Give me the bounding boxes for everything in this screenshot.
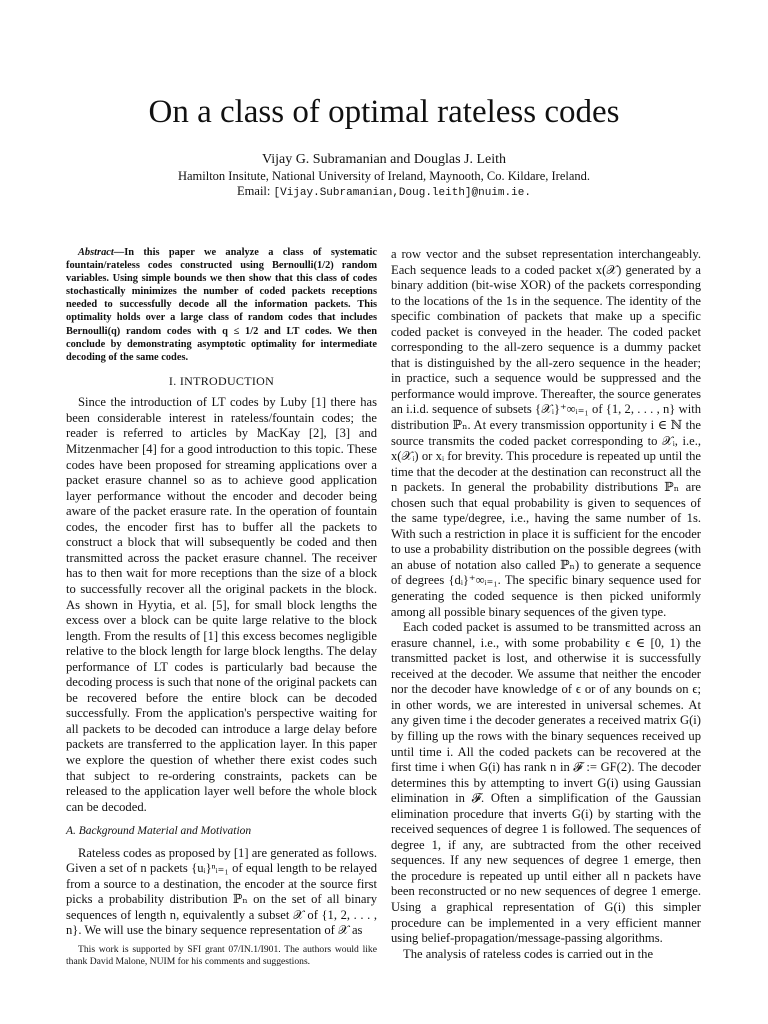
paper-title: On a class of optimal rateless codes bbox=[148, 94, 620, 130]
abstract bbox=[66, 246, 377, 364]
email-address: [Vijay.Subramanian,Doug.leith]@nuim.ie. bbox=[273, 187, 531, 199]
email-label: Email: bbox=[237, 184, 271, 198]
background-paragraph: Rateless codes as proposed by [1] are generated as follows. Given a set of n packets {uᵢ}ⁿᵢ₌₁ of equal length to be relayed from a source to a destination, the encoder at the source first picks a probability distribution ℙₙ on the set of all binary sequences of length n, equivalently a subset 𝒳 of {1, 2, . . . , n}. We will use the binary sequence representation of 𝒳 as bbox=[66, 845, 377, 938]
intro-paragraph: Since the introduction of LT codes by Luby [1] there has been considerable interest in rateless/fountain codes; the reader is referred to articles by MacKay [2], [3] and Mitzenmacher [4] for a good introduction to this topic. These codes have been proposed for streaming applications over a packet erasure channel so as to achieve good application layer performance without the encoder and decoder being aware of the packet erasure rate. In the operation of fountain codes, the encoder first has to buffer all the packets to construct a block that will subsequently be coded and then transmitted across the packet erasure channel. The receiver has to then wait for more receptions than the size of a block to successfully recover all the original packets in the block. As shown in Hyytia, et al. [5], for small block lengths the excess over a block can be quite large relative to the block length. From the results of [1] this excess becomes negligible relative to the block length for large block lengths. The delay performance of LT codes is particularly bad because the decoding process is such that none of the original packets can be recovered before the entire block can be decoded successfully. From the application's perspective waiting for all packets to be decoded can introduce a large delay before packets are transferred to the application layer. In this paper we explore the question of whether there exist codes such that subject to re-ordering constraints, packets can be released to the application layer well before the whole block can be decoded. bbox=[66, 395, 377, 814]
right-paragraph-3: The analysis of rateless codes is carried out in the bbox=[403, 946, 654, 961]
section-heading-introduction: I. INTRODUCTION bbox=[168, 373, 275, 388]
right-paragraph-1: a row vector and the subset representation interchangeably. Each sequence leads to a coded packet x(𝒳) generated by a binary addition (bit-wise XOR) of the packets corresponding to the locations of the 1s in the sequence. The identity of the specific combination of packets that make up a specific coded packet is conveyed in the header. The coded packet corresponding to the all-zero sequence is a dummy packet that is distinguished by the all-zero sequence in the header; in practice, such a sequence would be suppressed and the performance would improve. Thereafter, the source generates an i.i.d. sequence of subsets {𝒳ᵢ}⁺∞ᵢ₌₁ of {1, 2, . . . , n} with distribution ℙₙ. At every transmission opportunity i ∈ ℕ the source transmits the coded packet corresponding to 𝒳ᵢ, i.e., x(𝒳ᵢ) or xᵢ for brevity. This procedure is repeated up until the time that the decoder at the destination can reconstruct all the n packets. In general the probability distributions ℙₙ are chosen such that equal probability is given to sequences of the same type/degree, i.e., having the same number of 1s. With such a restriction in place it is sufficient for the encoder to use a probability distribution on the possible degrees (with an abuse of notation also called ℙₙ) to generate a sequence of degrees {dᵢ}⁺∞ᵢ₌₁. The specific binary sequence used for generating the coded sequence is then picked uniformly among all possible binary sequences of the given type. bbox=[391, 247, 701, 619]
right-column bbox=[391, 247, 701, 962]
author-email-line bbox=[0, 183, 768, 201]
abstract-text: —In this paper we analyze a class of systematic fountain/rateless codes constructed using Bernoulli(1/2) random variables. Using simple bounds we then show that this class of codes stochastically minimizes the number of coded packets receptions needed to successfully decode all the information packets. This optimality holds over a large class of random codes that includes Bernoulli(q) random codes with q ≤ 1/2 and LT codes. We then conclude by demonstrating asymptotic optimality for intermediate decoding of the same codes. bbox=[66, 247, 377, 363]
footnote: This work is supported by SFI grant 07/IN.1/I901. The authors would like thank David Malone, NUIM for his comments and suggestions. bbox=[66, 943, 377, 967]
subsection-heading-background: A. Background Material and Motivation bbox=[66, 825, 252, 838]
author-affiliation: Hamilton Insitute, National University of Ireland, Maynooth, Co. Kildare, Ireland. bbox=[177, 169, 591, 183]
abstract-label: Abstract bbox=[78, 247, 114, 258]
left-column bbox=[66, 246, 377, 939]
author-names: Vijay G. Subramanian and Douglas J. Leith bbox=[261, 152, 507, 167]
right-paragraph-2: Each coded packet is assumed to be transmitted across an erasure channel, i.e., with some probability ϵ ∈ [0, 1) the transmitted packet is lost, and otherwise it is successfully received at the decoder. We assume that neither the encoder nor the decoder have knowledge of ϵ or of any bounds on ϵ; in other words, we are interested in universal schemes. At any given time i the decoder generates a received matrix G(i) by filling up the rows with the binary sequences received up until time i. All the coded packets can be recovered at the first time i when G(i) has rank n in 𝓕 := GF(2). The decoder determines this by attempting to invert G(i) using Gaussian elimination in 𝓕. Often a simplification of the Gaussian elimination procedure that inverts G(i) by starting with the received sequences of degree 1 is followed. The sequences of degree 1, if any, are subtracted from the other received sequences. If any new sequences of degree 1 emerge, then the procedure is repeated up until either all n packets have been reconstructed or no new sequences of degree 1 emerge. Using a graphical representation of G(i) this simpler procedure can be implemented in a very efficient manner using belief-propagation/message-passing algorithms. bbox=[391, 620, 701, 946]
